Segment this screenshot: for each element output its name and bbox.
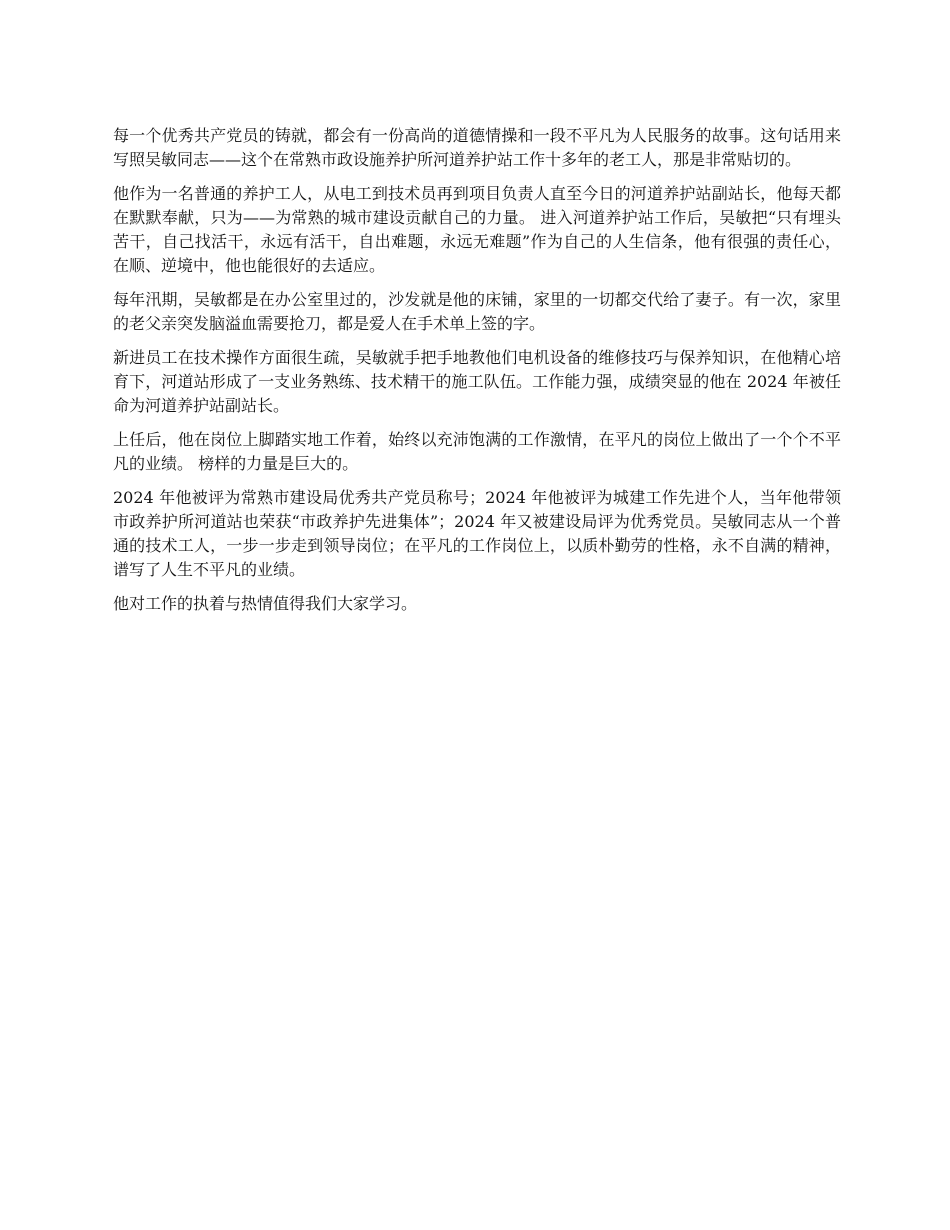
document-body <box>113 124 841 626</box>
paragraph-1: 每一个优秀共产党员的铸就，都会有一份高尚的道德情操和一段不平凡为人民服务的故事。这句话用来写照吴敏同志——这个在常熟市政设施养护所河道养护站工作十多年的老工人，那是非常贴切的。 <box>113 126 841 169</box>
paragraph-3: 每年汛期，吴敏都是在办公室里过的，沙发就是他的床铺，家里的一切都交代给了妻子。有一次，家里的老父亲突发脑溢血需要抢刀，都是爱人在手术单上签的字。 <box>113 290 841 333</box>
paragraph-7: 他对工作的执着与热情值得我们大家学习。 <box>113 594 418 613</box>
paragraph-4: 新进员工在技术操作方面很生疏，吴敏就手把手地教他们电机设备的维修技巧与保养知识，在他精心培育下，河道站形成了一支业务熟练、技术精干的施工队伍。工作能力强，成绩突显的他在 2024 年被任命为河道养护站副站长。 <box>113 348 841 415</box>
paragraph-2: 他作为一名普通的养护工人，从电工到技术员再到项目负责人直至今日的河道养护站副站长，他每天都在默默奉献，只为——为常熟的城市建设贡献自己的力量。 进入河道养护站工作后，吴敏把“只有埋头苦干，自己找活干，永远有活干，自出难题，永远无难题”作为自己的人生信条，他有很强的责任心，在顺、逆境中，他也能很好的去适应。 <box>113 184 841 275</box>
paragraph-5: 上任后，他在岗位上脚踏实地工作着，始终以充沛饱满的工作激情，在平凡的岗位上做出了一个个不平凡的业绩。 榜样的力量是巨大的。 <box>113 430 841 473</box>
paragraph-6: 2024 年他被评为常熟市建设局优秀共产党员称号；2024 年他被评为城建工作先进个人，当年他带领市政养护所河道站也荣获“市政养护先进集体”；2024 年又被建设局评为优秀党员。吴敏同志从一个普通的技术工人，一步一步走到领导岗位；在平凡的工作岗位上，以质朴勤劳的性格，永不自满的精神，谱写了人生不平凡的业绩。 <box>113 488 841 579</box>
